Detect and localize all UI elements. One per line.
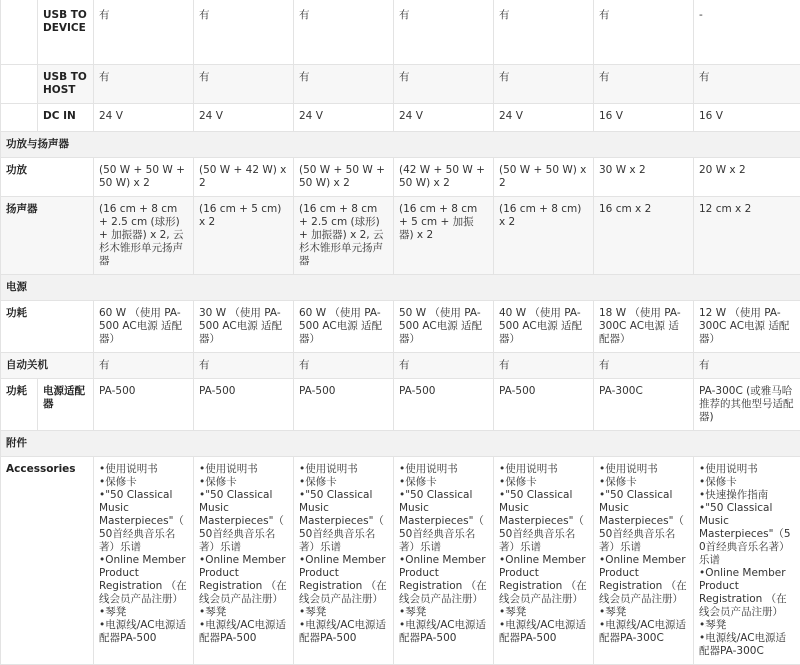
cell: 有 [194,353,294,379]
cell: 有 [94,65,194,104]
row-label: 功放 [1,158,94,197]
row-usb-to-device [1,0,800,65]
row-label: Accessories [1,457,94,665]
cell: PA-500 [294,379,394,431]
cell: 有 [294,65,394,104]
cell: 16 V [594,104,694,132]
cell: 有 [394,65,494,104]
row-label: DC IN [38,104,94,132]
cell: PA-500 [194,379,294,431]
cell: 有 [394,353,494,379]
cell: 24 V [494,104,594,132]
cell: 有 [594,0,694,65]
cell: 30 W （使用 PA-500 AC电源 适配器） [194,301,294,353]
category-cell [1,65,38,104]
cell: 16 V [694,104,800,132]
row-label: 自动关机 [1,353,94,379]
row-power-consumption [1,301,800,353]
cell: PA-500 [494,379,594,431]
cell: 有 [694,353,800,379]
row-sublabel: 电源适配器 [38,379,94,431]
cell: 40 W （使用 PA-500 AC电源 适配器） [494,301,594,353]
cell: 12 W （使用 PA-300C AC电源 适配器） [694,301,800,353]
cell: •使用说明书 •保修卡 •"50 Classical Music Masterpieces"（50首经典音乐名著）乐谱 •Online Member Product Registration （在线会员产品注册） •琴凳 •电源线/AC电源适配器PA-500 [194,457,294,665]
category-cell [1,0,38,65]
row-accessories [1,457,800,665]
cell: 24 V [394,104,494,132]
cell: •使用说明书 •保修卡 •快速操作指南 •"50 Classical Music Masterpieces"（50首经典音乐名著）乐谱 •Online Member Product Registration （在线会员产品注册） •琴凳 •电源线/AC电源适配器PA-300C [694,457,800,665]
section-header-amp-speakers [1,132,800,158]
cell: - [694,0,800,65]
row-label: 功耗 [1,379,38,431]
cell: 有 [194,65,294,104]
cell: 有 [394,0,494,65]
row-label: USB TO HOST [38,65,94,104]
row-amplifier [1,158,800,197]
cell: (50 W + 50 W + 50 W) x 2 [294,158,394,197]
cell: 24 V [294,104,394,132]
cell: 20 W x 2 [694,158,800,197]
cell: 18 W （使用 PA-300C AC电源 适配器） [594,301,694,353]
cell: 16 cm x 2 [594,197,694,275]
row-label: USB TO DEVICE [38,0,94,65]
section-title: 功放与扬声器 [1,132,800,158]
cell: 有 [294,353,394,379]
cell: 50 W （使用 PA-500 AC电源 适配器） [394,301,494,353]
cell: 有 [494,0,594,65]
cell: 有 [194,0,294,65]
cell: 有 [494,65,594,104]
cell: •使用说明书 •保修卡 •"50 Classical Music Masterpieces"（50首经典音乐名著）乐谱 •Online Member Product Registration （在线会员产品注册） •琴凳 •电源线/AC电源适配器PA-500 [294,457,394,665]
section-title: 附件 [1,431,800,457]
cell: (16 cm + 8 cm) x 2 [494,197,594,275]
cell: (16 cm + 8 cm + 5 cm + 加振器) x 2 [394,197,494,275]
row-auto-power-off [1,353,800,379]
cell: 24 V [194,104,294,132]
cell: (50 W + 50 W + 50 W) x 2 [94,158,194,197]
cell: 60 W （使用 PA-500 AC电源 适配器） [94,301,194,353]
row-label: 扬声器 [1,197,94,275]
cell: 有 [294,0,394,65]
cell: 有 [594,353,694,379]
row-speakers [1,197,800,275]
cell: 有 [94,0,194,65]
cell: (42 W + 50 W + 50 W) x 2 [394,158,494,197]
cell: •使用说明书 •保修卡 •"50 Classical Music Masterpieces"（50首经典音乐名著）乐谱 •Online Member Product Registration （在线会员产品注册） •琴凳 •电源线/AC电源适配器PA-500 [494,457,594,665]
cell: (16 cm + 8 cm + 2.5 cm (球形) + 加振器) x 2, 云杉木锥形单元扬声器 [294,197,394,275]
cell: PA-300C (或雅马哈推荐的其他型号适配器) [694,379,800,431]
category-cell [1,104,38,132]
cell: (16 cm + 5 cm) x 2 [194,197,294,275]
section-title: 电源 [1,275,800,301]
section-header-power [1,275,800,301]
cell: •使用说明书 •保修卡 •"50 Classical Music Masterpieces"（50首经典音乐名著）乐谱 •Online Member Product Registration （在线会员产品注册） •琴凳 •电源线/AC电源适配器PA-500 [94,457,194,665]
cell: 有 [494,353,594,379]
cell: PA-500 [394,379,494,431]
cell: (50 W + 50 W) x 2 [494,158,594,197]
cell: PA-300C [594,379,694,431]
cell: •使用说明书 •保修卡 •"50 Classical Music Masterpieces"（50首经典音乐名著）乐谱 •Online Member Product Registration （在线会员产品注册） •琴凳 •电源线/AC电源适配器PA-500 [394,457,494,665]
cell: 60 W （使用 PA-500 AC电源 适配器） [294,301,394,353]
row-label: 功耗 [1,301,94,353]
row-power-adapter [1,379,800,431]
section-header-accessories [1,431,800,457]
cell: 有 [694,65,800,104]
cell: •使用说明书 •保修卡 •"50 Classical Music Masterpieces"（50首经典音乐名著）乐谱 •Online Member Product Registration （在线会员产品注册） •琴凳 •电源线/AC电源适配器PA-300C [594,457,694,665]
row-usb-to-host [1,65,800,104]
cell: 有 [94,353,194,379]
cell: (16 cm + 8 cm + 2.5 cm (球形) + 加振器) x 2, 云杉木锥形单元扬声器 [94,197,194,275]
cell: 24 V [94,104,194,132]
row-dc-in [1,104,800,132]
cell: PA-500 [94,379,194,431]
cell: (50 W + 42 W) x 2 [194,158,294,197]
cell: 12 cm x 2 [694,197,800,275]
cell: 有 [594,65,694,104]
cell: 30 W x 2 [594,158,694,197]
